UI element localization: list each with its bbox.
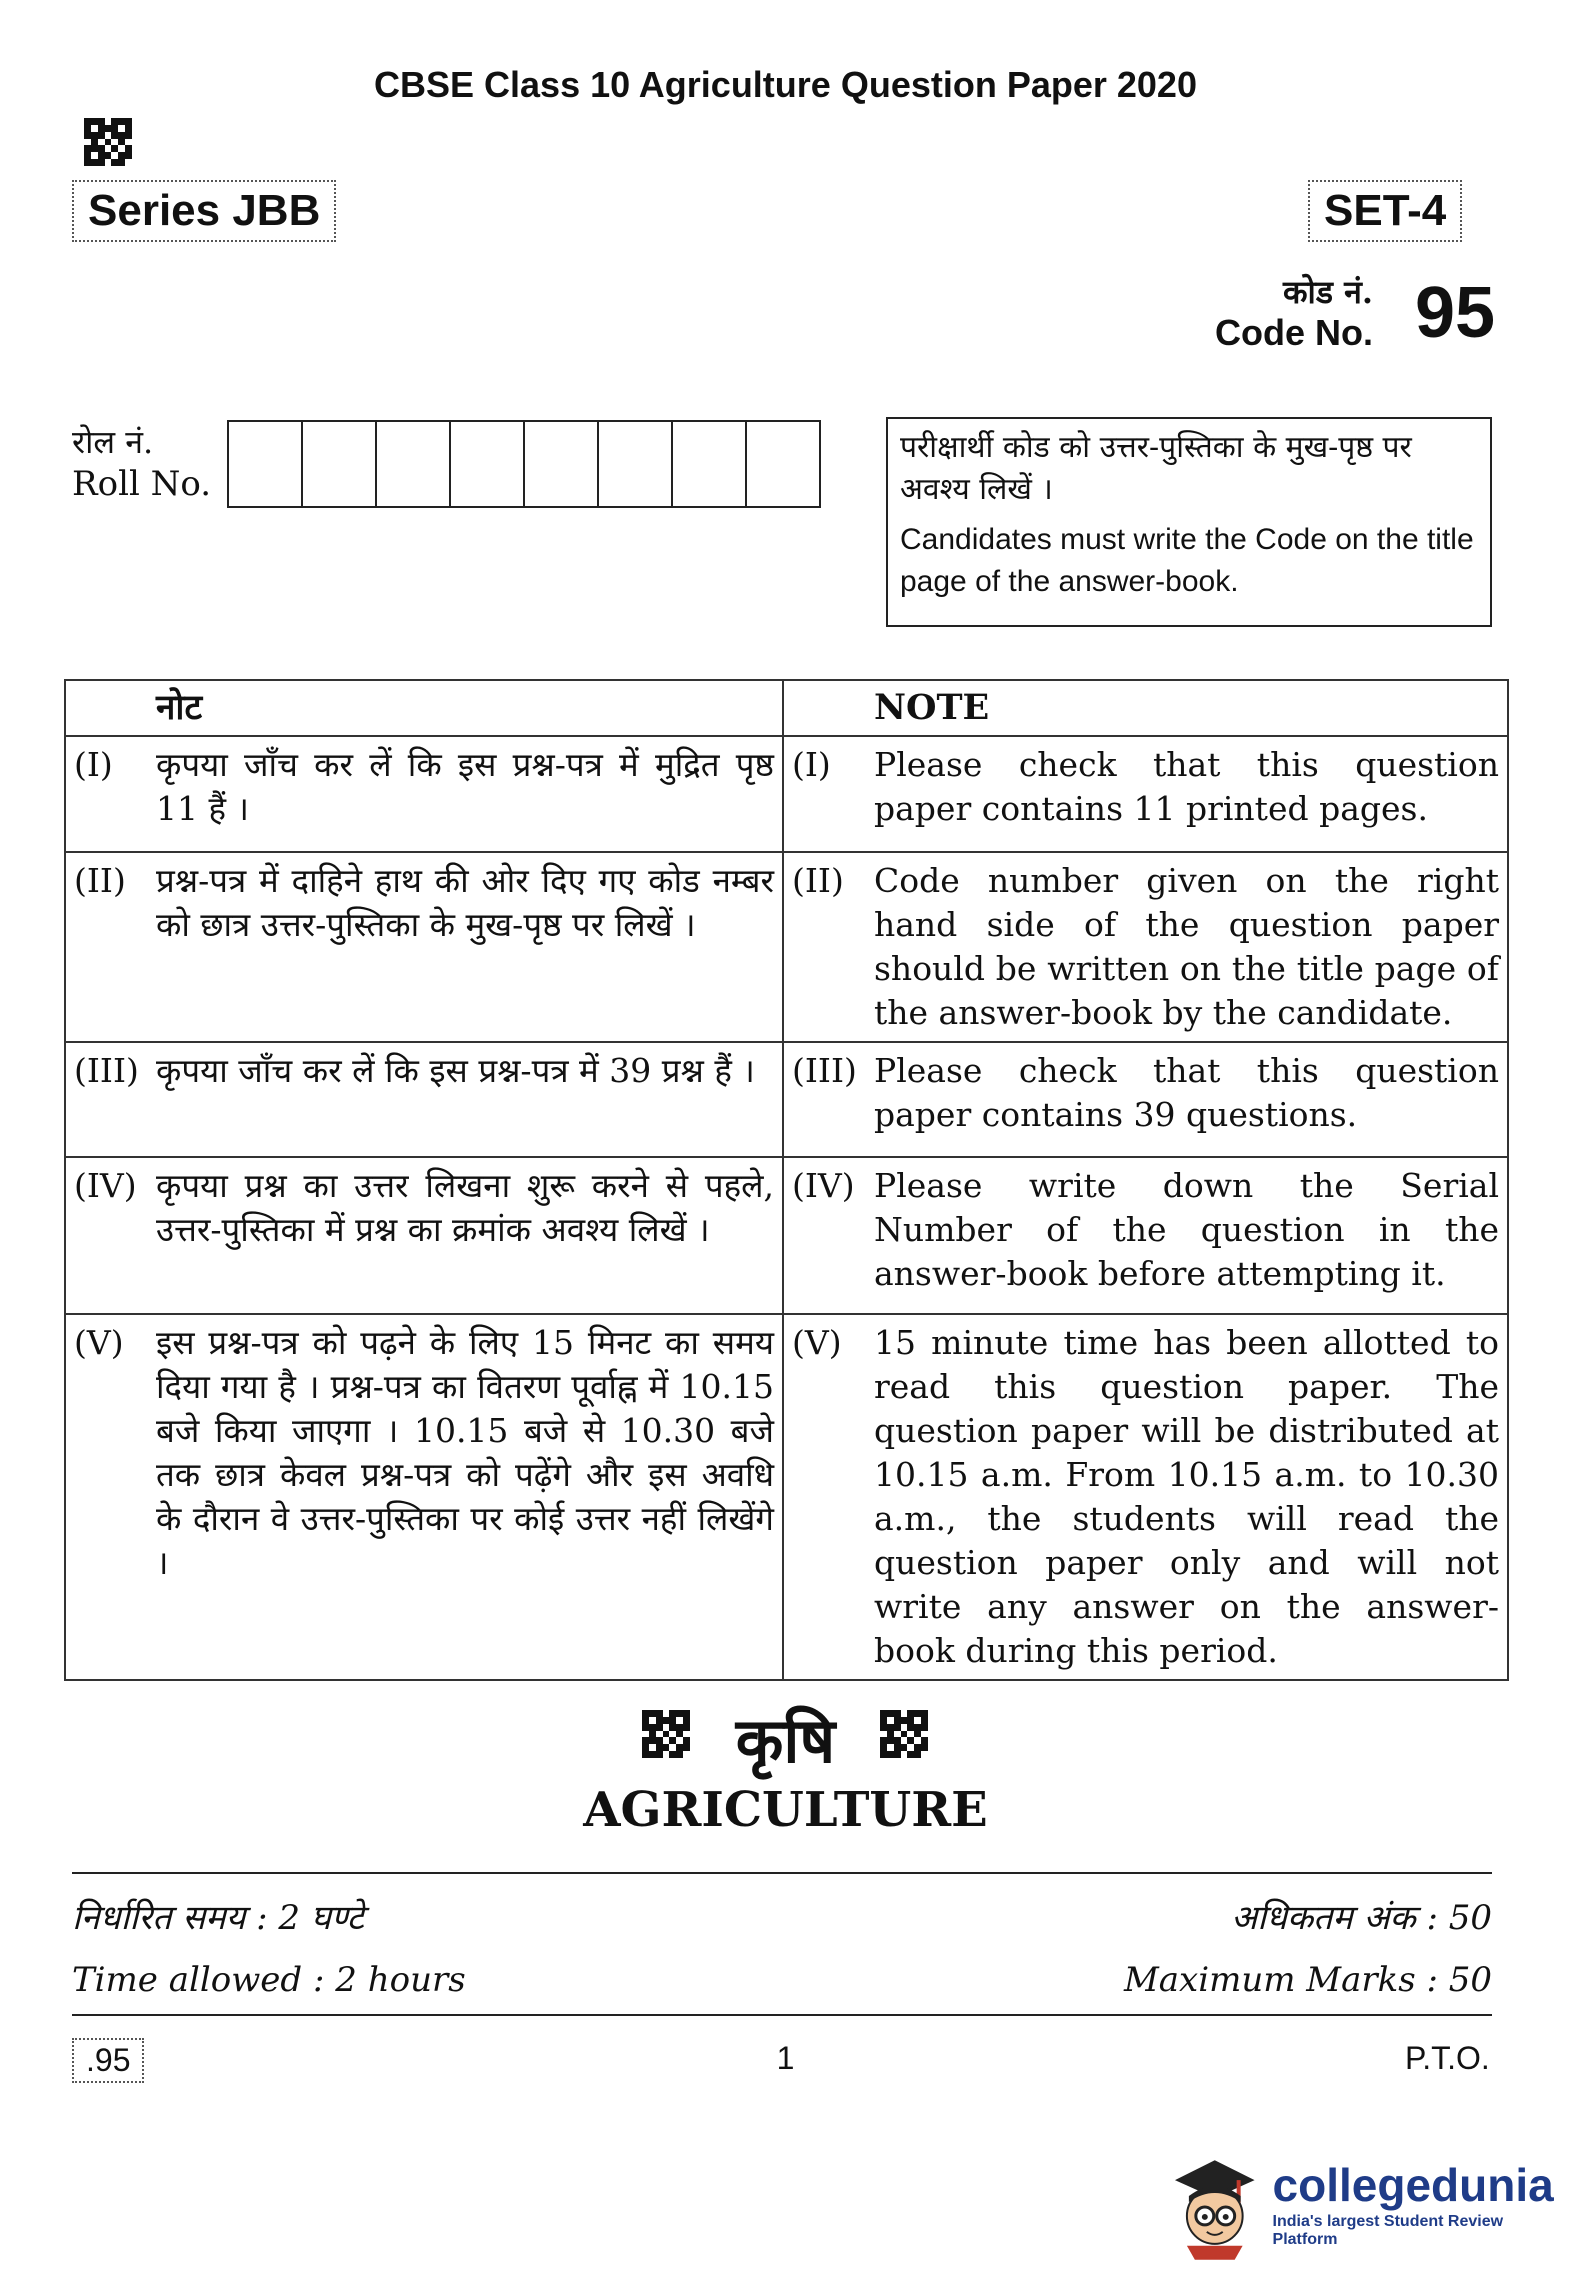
note-text: Please write down the Serial Number of the question in the answer-book before attempting it.	[874, 1166, 1499, 1293]
note-row	[65, 852, 1508, 1042]
roll-digit-box[interactable]	[525, 422, 599, 506]
note-text: 15 minute time has been allotted to read this question paper. The question paper will be distributed at 10.15 a.m. From 10.15 a.m. to 10.30 a.m., the students will read the question paper only and will not write any answer on the answer-book during this period.	[874, 1323, 1499, 1670]
roll-digit-box[interactable]	[377, 422, 451, 506]
notes-table	[64, 679, 1509, 1681]
candidate-instruction-hindi: परीक्षार्थी कोड को उत्तर-पुस्तिका के मुख-पृष्ठ पर अवश्य लिखें ।	[900, 430, 1412, 507]
note-number: (V)	[74, 1323, 124, 1362]
roll-digit-box[interactable]	[303, 422, 377, 506]
brand-name: collegedunia	[1272, 2159, 1554, 2211]
notes-header-hindi: नोट	[156, 687, 203, 728]
roll-label: Roll No.	[72, 464, 212, 504]
note-text-hindi: कृपया प्रश्न का उत्तर लिखना शुरू करने से पहले, उत्तर-पुस्तिका में प्रश्न का क्रमांक अवश्य लिखें ।	[156, 1166, 774, 1249]
brand-tagline: India's largest Student Review Platform	[1272, 2213, 1504, 2248]
series-label: Series JBB	[72, 180, 336, 242]
qr-code-icon	[84, 118, 132, 166]
roll-digit-box[interactable]	[599, 422, 673, 506]
collegedunia-logo	[1165, 2150, 1571, 2260]
maximum-marks: Maximum Marks : 50	[1123, 1960, 1492, 2000]
candidate-instruction-box	[886, 417, 1492, 627]
qr-code-icon	[880, 1710, 928, 1758]
note-text: Please check that this question paper contains 39 questions.	[874, 1051, 1499, 1134]
note-text-hindi: इस प्रश्न-पत्र को पढ़ने के लिए 15 मिनट का समय दिया गया है । प्रश्न-पत्र का वितरण पूर्वाह्न में 10.15 बजे किया जाएगा । 10.15 बजे से 10.30 बजे तक छात्र केवल प्रश्न-पत्र को पढ़ेंगे और इस अवधि के दौरान वे उत्तर-पुस्तिका पर कोई उत्तर नहीं लिखेंगे ।	[156, 1323, 774, 1582]
roll-digit-box[interactable]	[673, 422, 747, 506]
note-number: (I)	[74, 745, 113, 784]
roll-label-hindi: रोल नं.	[72, 423, 154, 461]
time-allowed: Time allowed : 2 hours	[72, 1960, 466, 2000]
note-number: (V)	[792, 1323, 842, 1362]
roll-digit-box[interactable]	[747, 422, 819, 506]
time-allowed-hindi: निर्धारित समय : 2 घण्टे	[72, 1898, 364, 1938]
note-number: (IV)	[792, 1166, 855, 1205]
note-number: (II)	[792, 861, 844, 900]
note-text-hindi: प्रश्न-पत्र में दाहिने हाथ की ओर दिए गए कोड नम्बर को छात्र उत्तर-पुस्तिका के मुख-पृष्ठ पर लिखें ।	[156, 861, 774, 944]
divider	[72, 2014, 1492, 2016]
note-row	[65, 1157, 1508, 1314]
set-label: SET-4	[1308, 180, 1462, 242]
document-title: CBSE Class 10 Agriculture Question Paper 2020	[374, 64, 1197, 105]
code-number: 95	[1415, 273, 1496, 353]
pto-label: P.T.O.	[1405, 2040, 1490, 2076]
candidate-instruction: Candidates must write the Code on the title page of the answer-book.	[900, 523, 1474, 598]
notes-header: NOTE	[874, 687, 990, 728]
note-text: Please check that this question paper contains 11 printed pages.	[874, 745, 1499, 828]
maximum-marks-hindi: अधिकतम अंक : 50	[1231, 1898, 1492, 1938]
code-label: Code No.	[1215, 312, 1373, 353]
roll-digit-box[interactable]	[229, 422, 303, 506]
roll-number-boxes[interactable]	[227, 420, 821, 508]
mascot-icon	[1165, 2150, 1265, 2260]
page-number: 1	[776, 2040, 795, 2076]
note-number: (I)	[792, 745, 831, 784]
notes-header-row	[65, 680, 1508, 736]
subject-title: AGRICULTURE	[583, 1782, 988, 1838]
footer-code: .95	[72, 2038, 144, 2083]
divider	[72, 1872, 1492, 1874]
note-number: (III)	[792, 1051, 857, 1090]
note-number: (IV)	[74, 1166, 137, 1205]
note-row	[65, 1314, 1508, 1680]
code-label-hindi: कोड नं.	[1282, 273, 1373, 311]
note-text: Code number given on the right hand side of the question paper should be written on the title page of the answer-book by the candidate.	[874, 861, 1499, 1032]
subject-title-hindi: कृषि	[735, 1704, 836, 1777]
note-row	[65, 1042, 1508, 1157]
note-text-hindi: कृपया जाँच कर लें कि इस प्रश्न-पत्र में 39 प्रश्न हैं ।	[156, 1051, 755, 1090]
note-row	[65, 736, 1508, 852]
note-text-hindi: कृपया जाँच कर लें कि इस प्रश्न-पत्र में मुद्रित पृष्ठ 11 हैं ।	[156, 745, 774, 828]
note-number: (III)	[74, 1051, 139, 1090]
roll-digit-box[interactable]	[451, 422, 525, 506]
note-number: (II)	[74, 861, 126, 900]
